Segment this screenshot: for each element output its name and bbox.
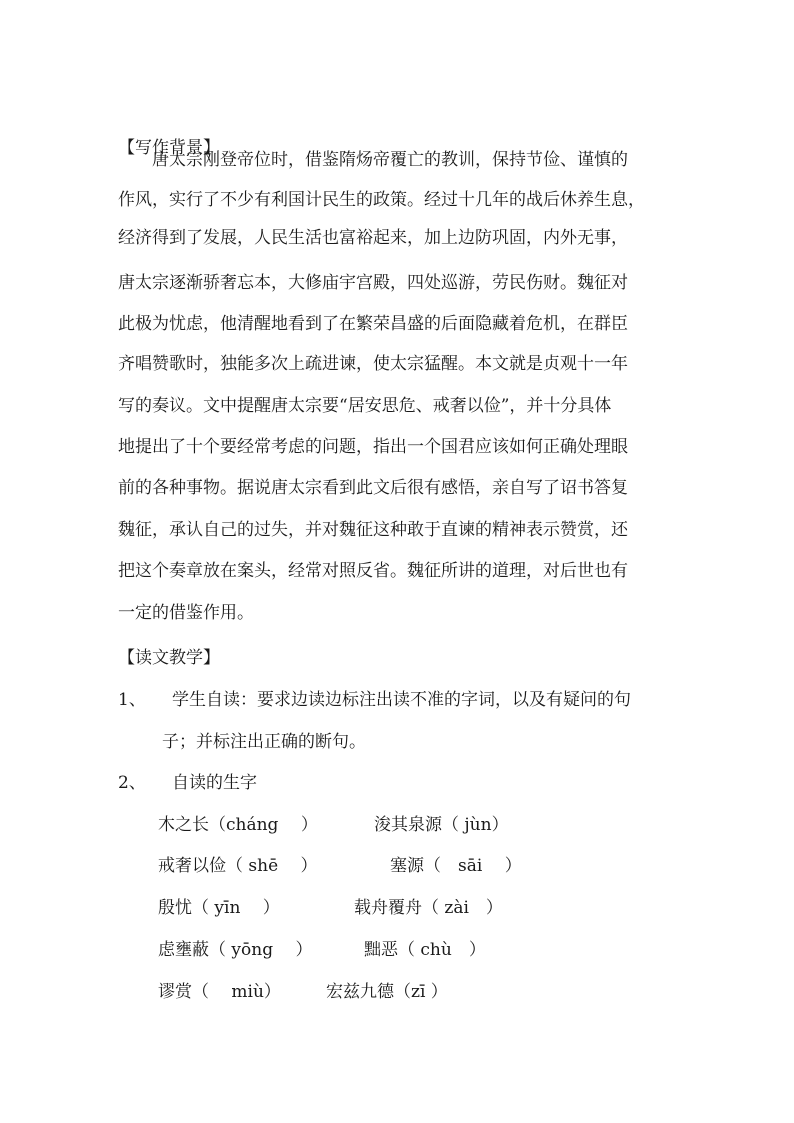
list-item-1-line-1: 学生自读：要求边读边标注出读不准的字词，以及有疑问的句 — [172, 690, 631, 710]
background-line-8: 地提出了十个要经常考虑的问题，指出一个国君应该如何正确处理眼 — [118, 437, 628, 457]
reading-heading: 【读文教学】 — [118, 648, 220, 668]
background-line-7: 写的奏议。文中提醒唐太宗要“居安思危、戒奢以俭”，并十分具体 — [118, 396, 612, 416]
list-number-2: 2、 — [118, 773, 146, 793]
list-number-1: 1、 — [118, 690, 146, 710]
list-item-1-line-2: 子；并标注出正确的断句。 — [162, 732, 366, 752]
background-line-4: 唐太宗逐渐骄奢忘本，大修庙宇宫殿，四处巡游，劳民伤财。魏征对 — [118, 273, 628, 293]
list-item-2-line-1: 自读的生字 — [172, 773, 257, 793]
vocab-item: 宏兹九德（zī ） — [326, 982, 448, 1002]
background-line-9: 前的各种事物。据说唐太宗看到此文后很有感悟，亲自写了诏书答复 — [118, 478, 628, 498]
background-line-5: 此极为忧虑，他清醒地看到了在繁荣昌盛的后面隐藏着危机，在群臣 — [118, 314, 628, 334]
vocab-item: 谬赏（ miù） — [158, 982, 281, 1002]
vocab-item: 浚其泉源（ jùn） — [374, 815, 509, 835]
background-line-1: 唐太宗刚登帝位时，借鉴隋炀帝覆亡的教训，保持节俭、谨慎的 — [152, 150, 628, 170]
vocab-item: 殷忧（ yīn ） — [158, 898, 280, 918]
background-line-6: 齐唱赞歌时，独能多次上疏进谏，使太宗猛醒。本文就是贞观十一年 — [118, 354, 628, 374]
vocab-item: 戒奢以俭（ shē ） — [158, 856, 318, 876]
vocab-item: 虑壅蔽（ yōng ） — [158, 940, 313, 960]
vocab-item: 黜恶（ chù ） — [364, 940, 486, 960]
background-line-2: 作风，实行了不少有利国计民生的政策。经过十几年的战后休养生息， — [118, 190, 645, 210]
background-line-10: 魏征，承认自己的过失，并对魏征这种敢于直谏的精神表示赞赏，还 — [118, 520, 628, 540]
vocab-item: 载舟覆舟（ zài ） — [354, 898, 503, 918]
vocab-item: 木之长（cháng ） — [158, 815, 318, 835]
background-line-3: 经济得到了发展，人民生活也富裕起来，加上边防巩固，内外无事， — [118, 228, 628, 248]
background-line-11: 把这个奏章放在案头，经常对照反省。魏征所讲的道理，对后世也有 — [118, 561, 628, 581]
background-heading: 【写作背景】 — [118, 138, 220, 158]
background-line-12: 一定的借鉴作用。 — [118, 603, 254, 623]
vocab-item: 塞源（ sāi ） — [390, 856, 522, 876]
